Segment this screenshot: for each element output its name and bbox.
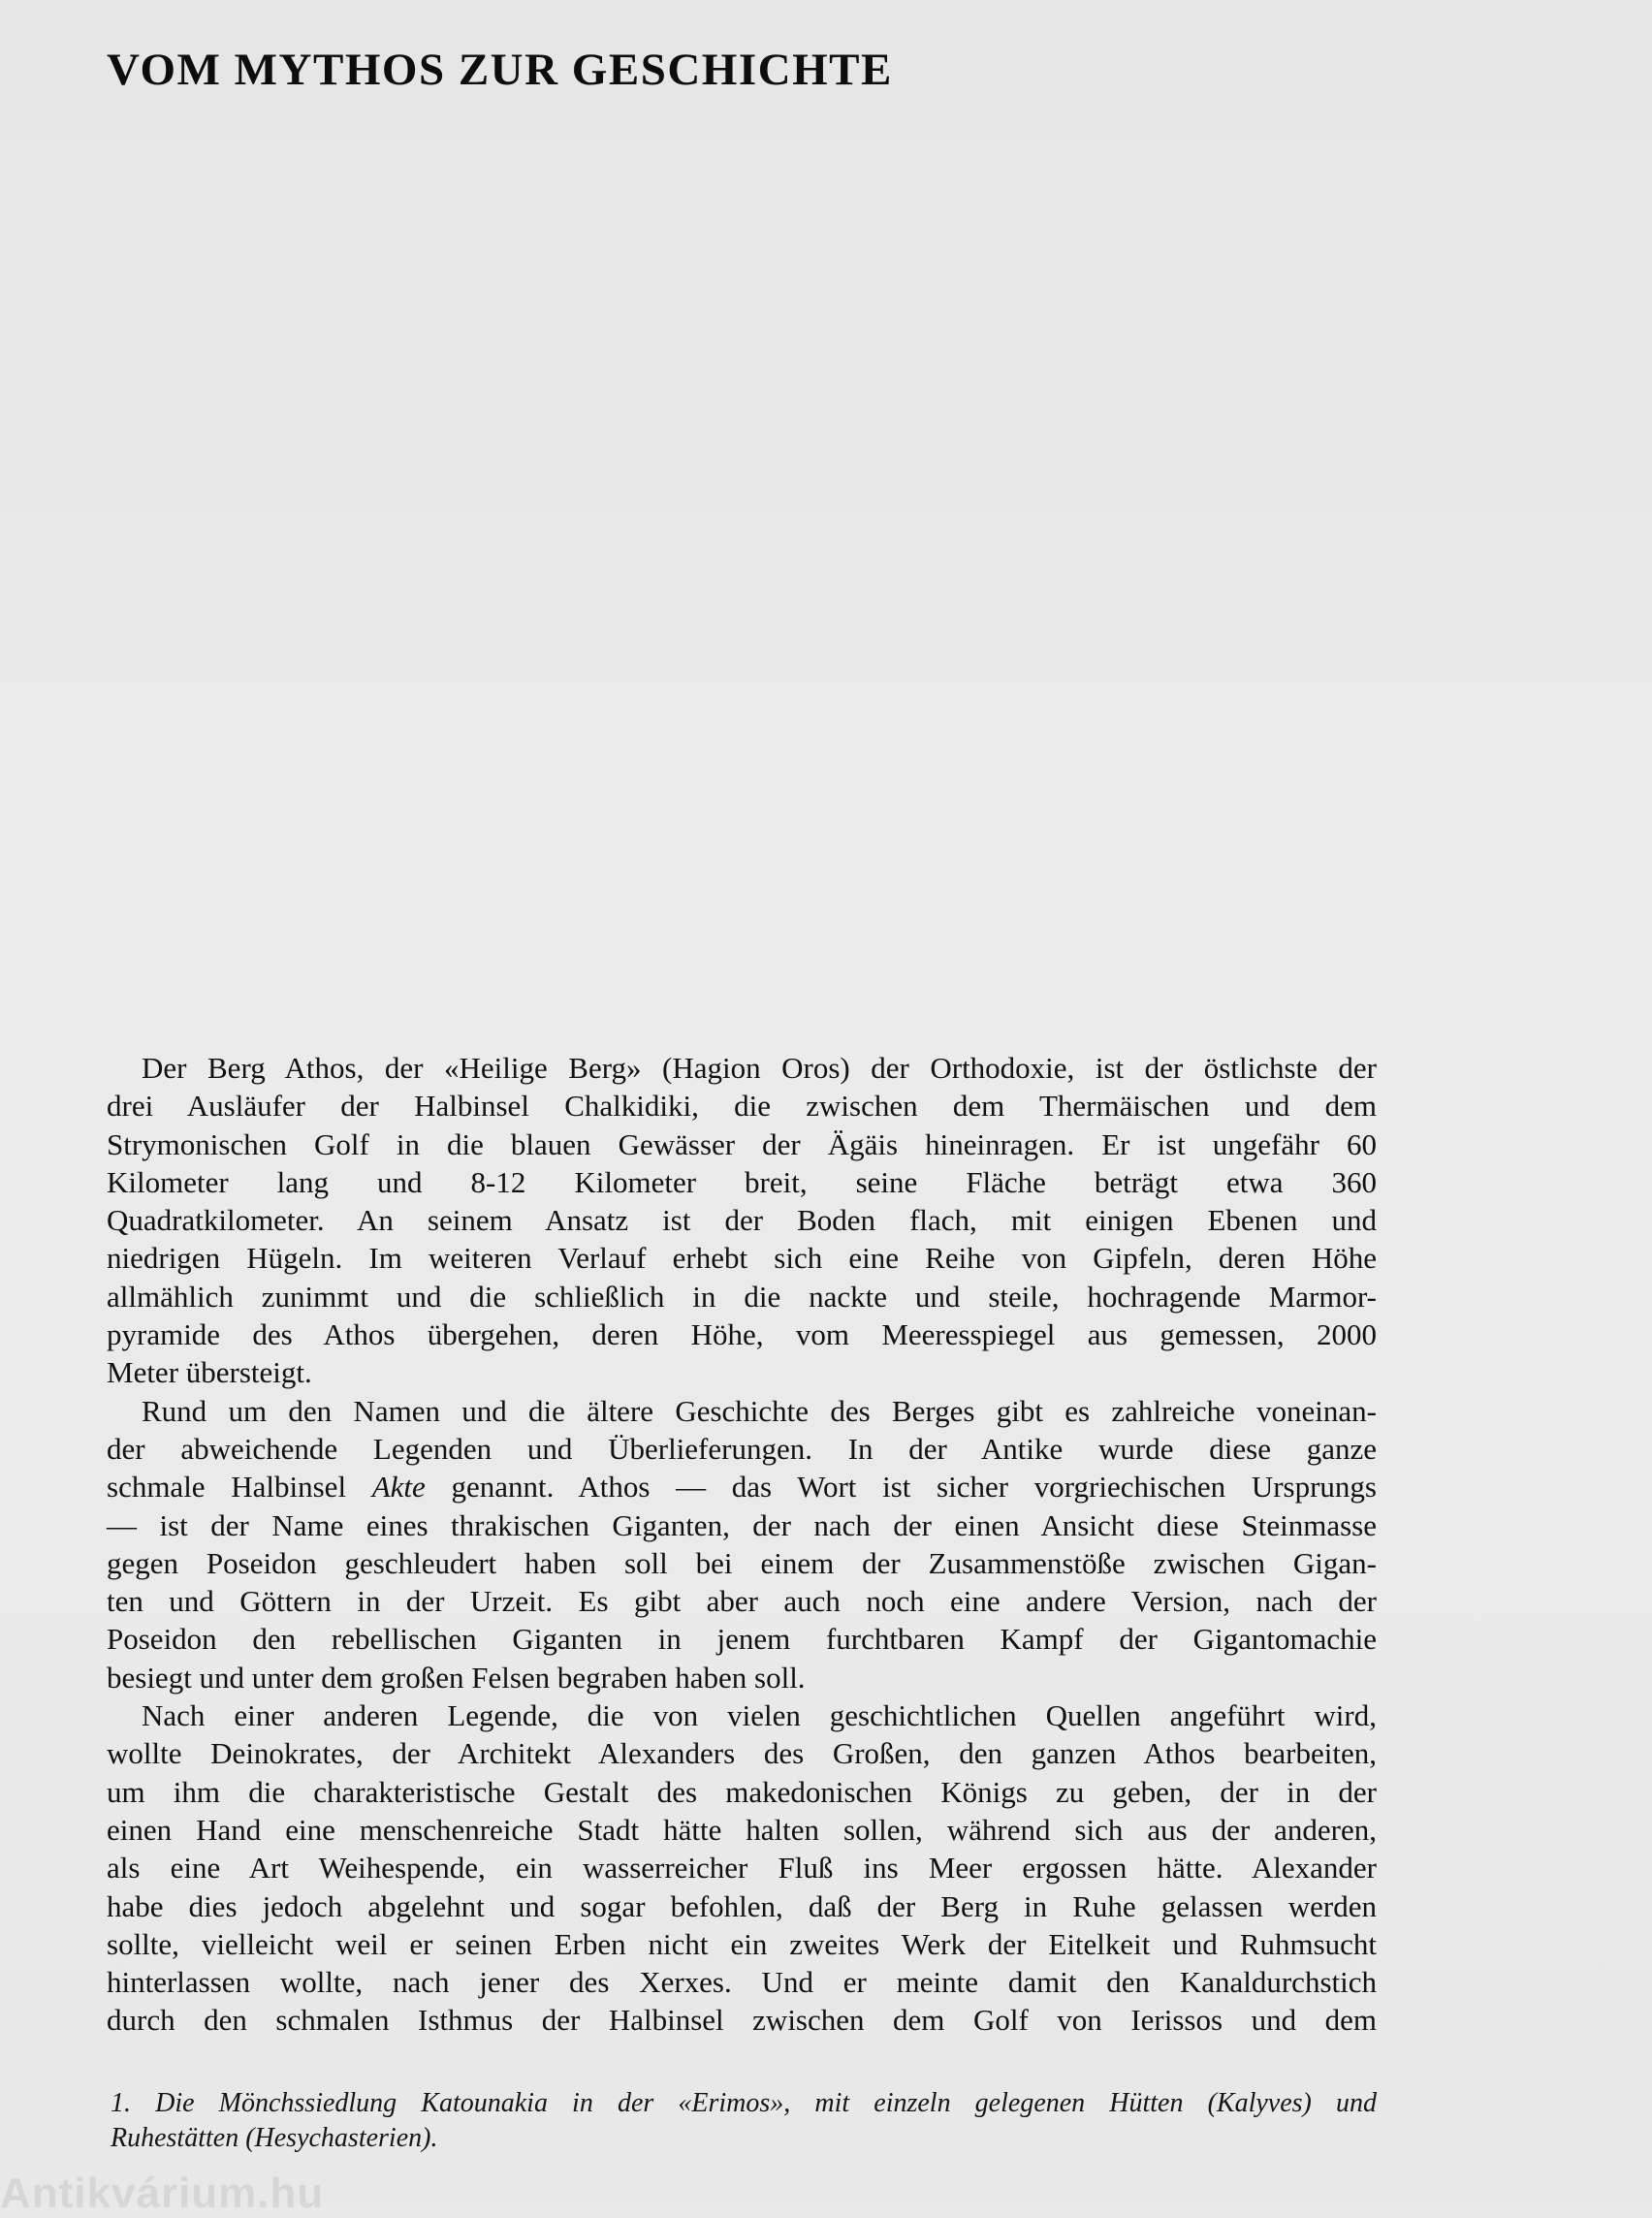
caption-line: Ruhestätten (Hesychasterien). bbox=[111, 2123, 438, 2153]
page-title: VOM MYTHOS ZUR GESCHICHTE bbox=[107, 45, 893, 95]
text-line: allmählich zunimmt und die schließlich in die nackte und steile, hochragende Marmor- bbox=[107, 1279, 1377, 1314]
caption-line: 1. Die Mönchssiedlung Katounakia in der «Erimos», mit einzeln gelegenen Hütten (Kalyves) und bbox=[111, 2088, 1377, 2118]
text-line: hinterlassen wollte, nach jener des Xerxes. Und er meinte damit den Kanaldurchstich bbox=[107, 1965, 1377, 2000]
text-line: Kilometer lang und 8-12 Kilometer breit, seine Fläche beträgt etwa 360 bbox=[107, 1164, 1377, 1199]
text-line: wollte Deinokrates, der Architekt Alexanders des Großen, den ganzen Athos bearbeiten, bbox=[107, 1736, 1377, 1771]
text-line: Quadratkilometer. An seinem Ansatz ist der Boden flach, mit einigen Ebenen und bbox=[107, 1203, 1377, 1238]
text-line: ten und Göttern in der Urzeit. Es gibt aber auch noch eine andere Version, nach der bbox=[107, 1584, 1377, 1619]
text-line: der abweichende Legenden und Überlieferungen. In der Antike wurde diese ganze bbox=[107, 1431, 1377, 1466]
text-fragment: genannt. Athos — das Wort ist sicher vorgriechischen Ursprungs bbox=[425, 1470, 1377, 1505]
text-line: pyramide des Athos übergehen, deren Höhe, vom Meeresspiegel aus gemessen, 2000 bbox=[107, 1317, 1377, 1352]
text-line-with-italic bbox=[107, 1468, 1377, 1505]
figure-caption bbox=[111, 2086, 1377, 2156]
text-line: — ist der Name eines thrakischen Giganten, der nach der einen Ansicht diese Steinmasse bbox=[107, 1507, 1377, 1542]
text-line: Rund um den Namen und die ältere Geschichte des Berges gibt es zahlreiche voneinan- bbox=[142, 1393, 1377, 1428]
text-line: durch den schmalen Isthmus der Halbinsel zwischen dem Golf von Ierissos und dem bbox=[107, 2003, 1377, 2038]
paragraph-3 bbox=[107, 1696, 1377, 2040]
text-line: gegen Poseidon geschleudert haben soll bei einem der Zusammenstöße zwischen Gigan- bbox=[107, 1545, 1377, 1580]
text-line: Meter übersteigt. bbox=[107, 1355, 312, 1390]
paragraph-1 bbox=[107, 1049, 1377, 1392]
text-line: Nach einer anderen Legende, die von vielen geschichtlichen Quellen angeführt wird, bbox=[142, 1698, 1377, 1733]
text-line: Strymonischen Golf in die blauen Gewässer der Ägäis hineinragen. Er ist ungefähr 60 bbox=[107, 1126, 1377, 1161]
text-line: niedrigen Hügeln. Im weiteren Verlauf erhebt sich eine Reihe von Gipfeln, deren Höhe bbox=[107, 1241, 1377, 1276]
italic-term: Akte bbox=[371, 1470, 426, 1505]
text-line: sollte, vielleicht weil er seinen Erben nicht ein zweites Werk der Eitelkeit und Ruhmsucht bbox=[107, 1926, 1377, 1961]
text-line: Poseidon den rebellischen Giganten in jenem furchtbaren Kampf der Gigantomachie bbox=[107, 1622, 1377, 1657]
watermark: Antikvárium.hu bbox=[0, 2170, 325, 2217]
text-line: um ihm die charakteristische Gestalt des makedonischen Königs zu geben, der in der bbox=[107, 1774, 1377, 1809]
paragraph-2 bbox=[107, 1392, 1377, 1696]
text-line: als eine Art Weihespende, ein wasserreicher Fluß ins Meer ergossen hätte. Alexander bbox=[107, 1851, 1377, 1885]
text-line: habe dies jedoch abgelehnt und sogar befohlen, daß der Berg in Ruhe gelassen werden bbox=[107, 1888, 1377, 1923]
body-text bbox=[107, 1049, 1377, 2040]
text-fragment: schmale Halbinsel bbox=[107, 1470, 372, 1505]
text-line: Der Berg Athos, der «Heilige Berg» (Hagion Oros) der Orthodoxie, ist der östlichste der bbox=[142, 1051, 1377, 1085]
text-line: drei Ausläufer der Halbinsel Chalkidiki, die zwischen dem Thermäischen und dem bbox=[107, 1089, 1377, 1124]
text-line: einen Hand eine menschenreiche Stadt hätte halten sollen, während sich aus der anderen, bbox=[107, 1812, 1377, 1847]
text-line: besiegt und unter dem großen Felsen begraben haben soll. bbox=[107, 1660, 806, 1695]
